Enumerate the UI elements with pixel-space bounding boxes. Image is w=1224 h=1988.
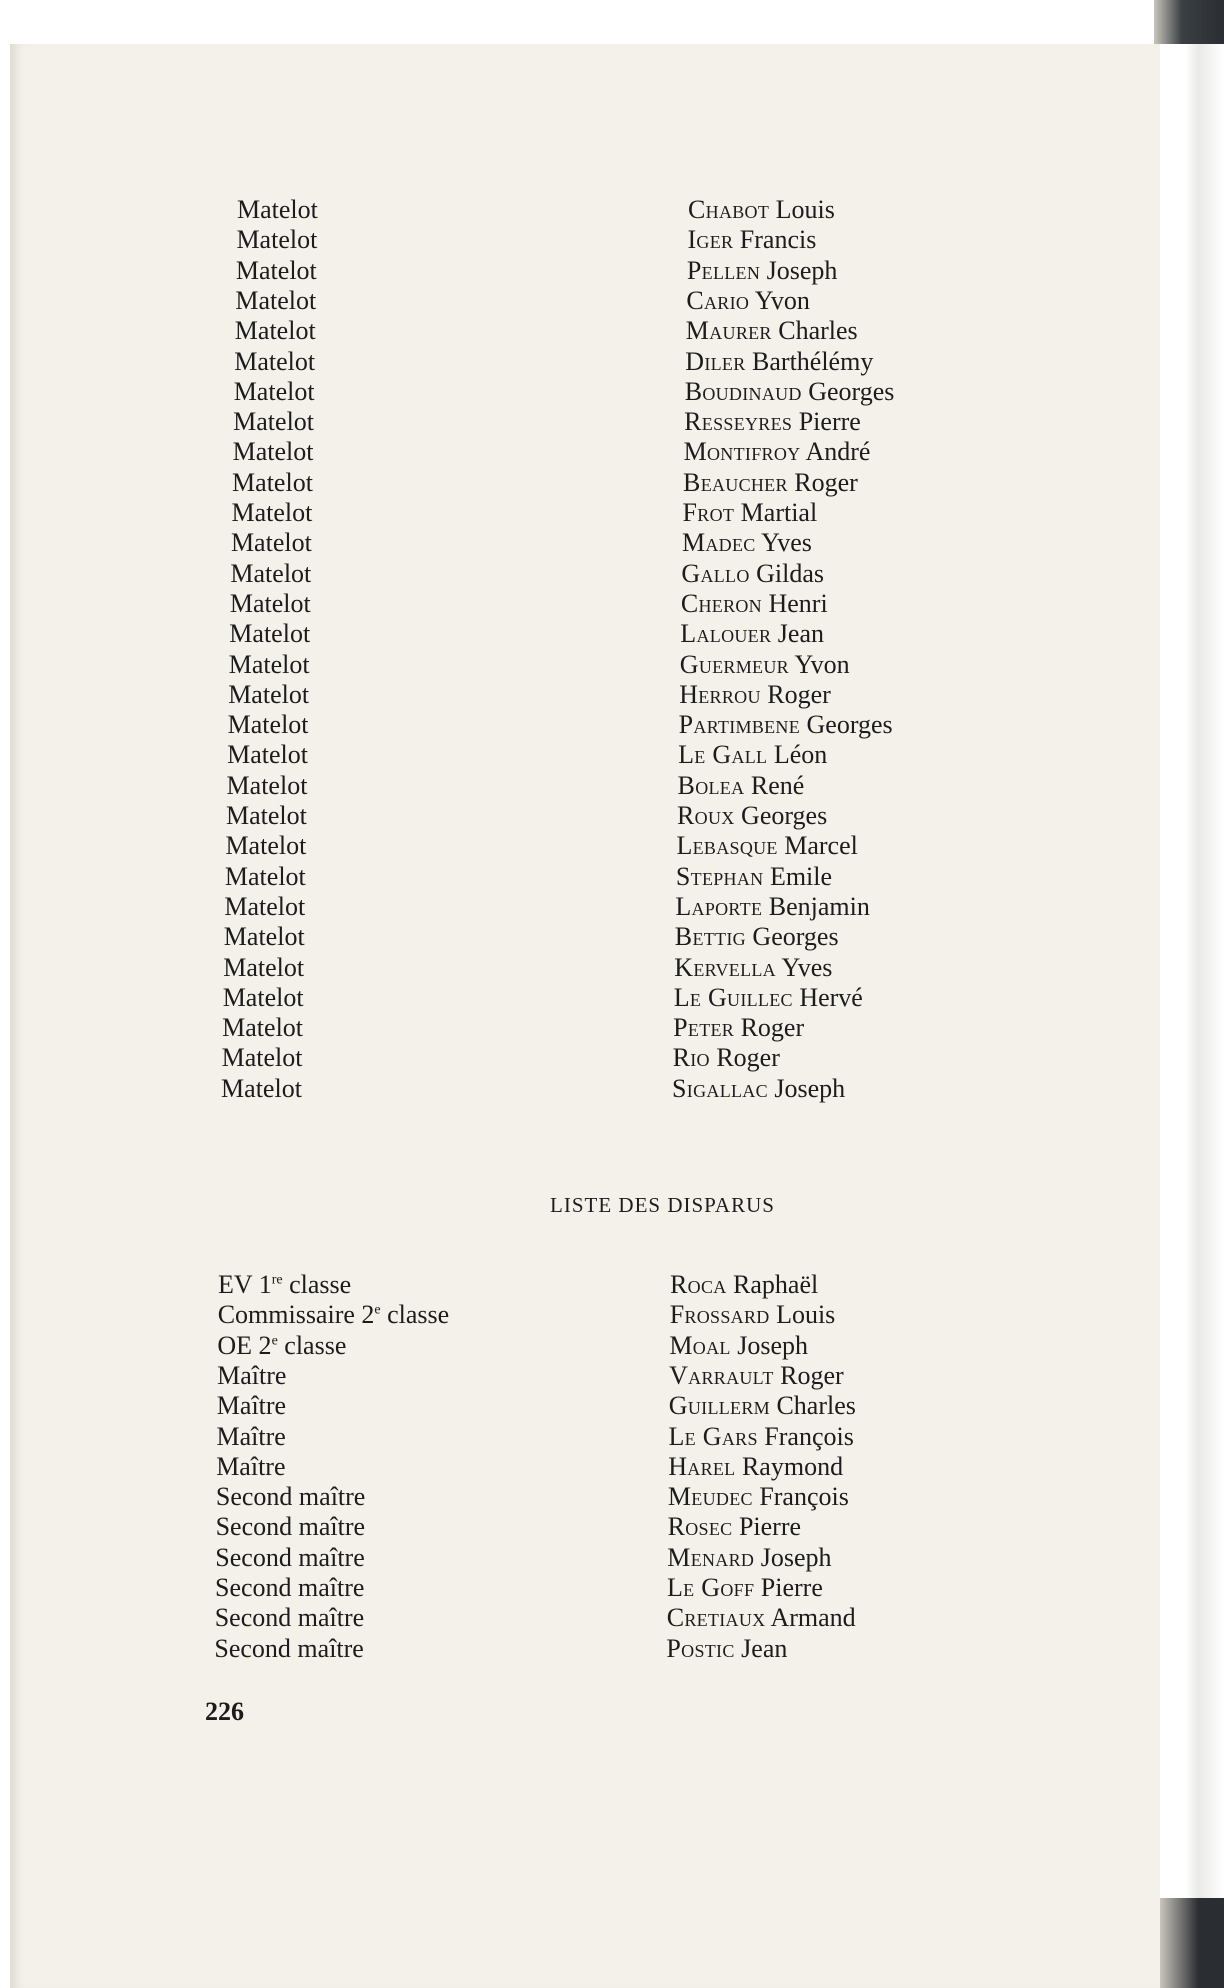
rank-label: Maître (216, 1391, 287, 1421)
person-name (673, 1013, 804, 1043)
given-name: Barthélémy (745, 346, 874, 376)
list-item (0, 892, 900, 922)
list-item (0, 710, 900, 740)
given-name: Léon (767, 740, 828, 770)
person-name (686, 316, 858, 346)
list-item (0, 1634, 900, 1664)
rank-label: Matelot (229, 588, 311, 618)
list-item (0, 740, 900, 770)
given-name: Pierre (732, 1512, 802, 1542)
rank-label: Matelot (235, 285, 317, 315)
list-item (0, 1391, 900, 1421)
given-name: Hervé (792, 982, 863, 1012)
given-name: Georges (801, 376, 895, 406)
rank-label: Second maître (215, 1512, 366, 1542)
given-name: Jean (734, 1633, 788, 1663)
person-name (666, 1634, 787, 1664)
rank-label: Matelot (228, 679, 310, 709)
rank-label: Second maître (215, 1482, 366, 1512)
surname: Frossard (669, 1300, 770, 1330)
person-name (675, 892, 870, 922)
person-name (674, 983, 863, 1013)
given-name: Joseph (767, 1073, 846, 1103)
given-name: Roger (773, 1360, 844, 1390)
surname: Sigallac (672, 1073, 768, 1103)
rank-label: Second maître (214, 1633, 364, 1663)
surname: Rio (672, 1043, 710, 1073)
rank-label: Second maître (214, 1603, 365, 1633)
book-binding-edge (1160, 44, 1224, 1988)
list-item (0, 983, 900, 1013)
rank-label: Maître (216, 1451, 286, 1481)
rank-label: Matelot (228, 649, 310, 679)
person-name (683, 468, 858, 498)
rank-label: Matelot (231, 498, 313, 527)
surname: Laporte (675, 891, 763, 921)
given-name: Roger (787, 467, 858, 497)
list-item (0, 316, 900, 346)
person-name (676, 831, 857, 861)
list-item (0, 771, 900, 801)
person-name (686, 286, 810, 316)
surname: Guillerm (668, 1391, 770, 1421)
person-name (681, 559, 824, 589)
given-name: Yvon (788, 649, 850, 679)
surname: Gallo (681, 558, 750, 588)
surname: Pellen (686, 255, 761, 285)
rank-label: Matelot (229, 619, 311, 649)
surname: Le Guillec (673, 982, 793, 1012)
surname: Le Goff (667, 1573, 755, 1602)
person-name (674, 953, 832, 983)
list-item (0, 680, 900, 710)
rank-label: Maître (216, 1421, 286, 1451)
rank-label: Maître (217, 1360, 287, 1390)
list-item (0, 922, 900, 952)
given-name: Louis (769, 1300, 836, 1330)
list-item (0, 619, 900, 649)
person-name (670, 1270, 818, 1300)
surname: Lalouer (680, 619, 772, 649)
given-name: Georges (745, 922, 839, 952)
person-name (677, 801, 827, 831)
list-item (0, 377, 900, 407)
surname: Chabot (688, 195, 770, 224)
given-name: Martial (734, 498, 818, 527)
rank-label: Matelot (234, 316, 316, 346)
rank-label: Matelot (226, 770, 308, 800)
given-name: André (800, 437, 871, 467)
surname: Harel (668, 1451, 736, 1481)
given-name: Emile (763, 861, 833, 891)
list-item (0, 1603, 900, 1633)
given-name: Marcel (777, 831, 858, 861)
surname: Frot (682, 498, 735, 527)
given-name: Raphaël (726, 1270, 819, 1299)
rank-label: Matelot (221, 1043, 303, 1073)
person-name (669, 1331, 808, 1361)
person-name (669, 1361, 844, 1391)
given-name: Pierre (754, 1573, 823, 1602)
given-name: Jean (771, 619, 824, 649)
rank-label: Matelot (225, 831, 307, 861)
rank-label: OE 2e classe (217, 1330, 347, 1360)
person-name (668, 1512, 801, 1542)
given-name: François (752, 1482, 849, 1512)
rank-label: Second maître (215, 1573, 365, 1602)
given-name: Roger (760, 679, 831, 709)
surname: Resseyres (684, 407, 793, 437)
surname: Herrou (679, 679, 761, 709)
list-item (0, 1452, 900, 1482)
rank-label: Matelot (233, 407, 315, 437)
list-item (0, 801, 900, 831)
rank-label: Matelot (223, 952, 305, 982)
list-item (0, 831, 900, 861)
surname: Le Gars (668, 1421, 758, 1451)
person-name (685, 377, 895, 407)
list-item (0, 1361, 900, 1391)
rank-label: Matelot (227, 740, 308, 770)
given-name: Henri (761, 588, 828, 618)
person-name (676, 862, 832, 892)
surname: Guermeur (679, 649, 789, 679)
surname: Beaucher (683, 467, 788, 497)
person-name (680, 619, 824, 649)
list-item (0, 225, 900, 255)
given-name: Roger (734, 1013, 805, 1043)
person-name (678, 740, 827, 770)
given-name: Francis (733, 225, 817, 255)
rank-label: Matelot (236, 225, 318, 255)
surname: Cario (686, 285, 750, 315)
person-name (667, 1573, 823, 1603)
rank-label: Matelot (227, 710, 309, 740)
surname: Montifroy (683, 437, 801, 467)
rank-label: Matelot (233, 376, 315, 406)
person-name (679, 680, 831, 710)
list-item (0, 407, 900, 437)
given-name: Joseph (760, 255, 838, 285)
rank-label: EV 1re classe (218, 1270, 352, 1299)
rank-label: Matelot (235, 255, 317, 285)
surname: Maurer (685, 316, 772, 346)
person-name (675, 922, 839, 952)
given-name: Joseph (754, 1542, 832, 1572)
list-item (0, 347, 900, 377)
rank-label: Matelot (237, 195, 318, 224)
section-heading: LISTE DES DISPARUS (550, 1193, 775, 1217)
given-name: Yves (755, 528, 812, 558)
rank-label: Matelot (226, 801, 307, 830)
surname: Partimbene (678, 710, 801, 740)
person-name (678, 771, 805, 801)
person-name (669, 1391, 856, 1421)
given-name: Raymond (735, 1451, 844, 1481)
given-name: Joseph (730, 1330, 808, 1360)
surname: Roca (670, 1270, 727, 1299)
surname: Menard (667, 1542, 755, 1572)
list-item (0, 1573, 900, 1603)
person-name (667, 1603, 856, 1633)
given-name: Georges (734, 801, 828, 830)
person-name (687, 225, 816, 255)
rank-label: Second maître (215, 1542, 365, 1572)
list-item (0, 650, 900, 680)
list-item (0, 1043, 900, 1073)
surname: Lebasque (676, 831, 778, 861)
person-name (683, 498, 818, 528)
given-name: Roger (709, 1043, 780, 1073)
list-item (0, 953, 900, 983)
list-item (0, 528, 900, 558)
list-item (0, 589, 900, 619)
person-name (680, 650, 850, 680)
given-name: Yvon (749, 285, 810, 315)
list-item (0, 1074, 900, 1104)
surname: Bettig (674, 922, 746, 952)
given-name: Charles (771, 316, 858, 346)
person-name (667, 1543, 831, 1573)
list-item (0, 1331, 900, 1361)
surname: Roux (677, 801, 735, 830)
list-item (0, 286, 900, 316)
person-name (672, 1074, 845, 1104)
surname: Cretiaux (666, 1603, 766, 1633)
surname: Bolea (677, 770, 745, 800)
list-item (0, 1013, 900, 1043)
surname: Stephan (675, 861, 764, 891)
surname: Boudinaud (684, 376, 802, 406)
person-name (688, 195, 835, 225)
surname: Madec (681, 528, 756, 558)
rank-label: Matelot (224, 891, 306, 921)
rank-label: Matelot (230, 528, 312, 558)
list-item (0, 559, 900, 589)
list-item (0, 1422, 900, 1452)
person-name (669, 1422, 854, 1452)
rank-label: Matelot (224, 861, 306, 891)
page-number: 226 (205, 1697, 244, 1726)
surname: Rosec (667, 1512, 733, 1542)
list-item (0, 498, 900, 528)
surname: Meudec (667, 1482, 753, 1512)
rank-label: Matelot (222, 982, 304, 1012)
list-item (0, 1482, 900, 1512)
surname: Kervella (674, 952, 776, 982)
surname: Peter (673, 1013, 735, 1043)
given-name: Georges (800, 710, 893, 740)
rank-label: Matelot (222, 1013, 304, 1043)
rank-label: Matelot (232, 437, 314, 467)
rank-label: Matelot (223, 922, 305, 952)
given-name: Louis (769, 195, 835, 224)
person-name (684, 407, 861, 437)
surname: Diler (685, 346, 746, 376)
surname: Varrault (669, 1360, 774, 1390)
rank-label: Commissaire 2e classe (217, 1300, 450, 1330)
person-name (684, 437, 871, 467)
given-name: Charles (769, 1391, 856, 1421)
surname: Postic (666, 1633, 735, 1663)
rank-label: Matelot (221, 1073, 302, 1103)
list-item (0, 1270, 900, 1300)
rank-label: Matelot (232, 467, 313, 497)
surname: Iger (687, 225, 734, 255)
list-item (0, 1300, 900, 1330)
rank-label: Matelot (230, 558, 312, 588)
person-name (679, 710, 893, 740)
list-item (0, 862, 900, 892)
surname: Moal (669, 1330, 731, 1360)
person-name (668, 1482, 849, 1512)
person-name (668, 1452, 843, 1482)
rank-label: Matelot (234, 346, 316, 376)
person-name (687, 256, 838, 286)
given-name: Gildas (749, 558, 825, 588)
list-item (0, 437, 900, 467)
person-name (673, 1043, 780, 1073)
given-name: Pierre (792, 407, 861, 437)
given-name: Armand (765, 1603, 856, 1633)
list-item (0, 256, 900, 286)
given-name: François (757, 1421, 854, 1451)
person-name (685, 347, 873, 377)
given-name: René (744, 770, 805, 800)
list-item (0, 1512, 900, 1542)
person-name (670, 1300, 836, 1330)
given-name: Benjamin (762, 891, 870, 921)
list-item (0, 468, 900, 498)
list-item (0, 195, 900, 225)
person-name (681, 589, 828, 619)
surname: Le Gall (678, 740, 768, 770)
person-name (682, 528, 812, 558)
book-binding-bottom (1160, 1898, 1224, 1988)
given-name: Yves (775, 952, 833, 982)
list-item (0, 1543, 900, 1573)
surname: Cheron (680, 588, 762, 618)
book-binding-top (1154, 0, 1224, 44)
